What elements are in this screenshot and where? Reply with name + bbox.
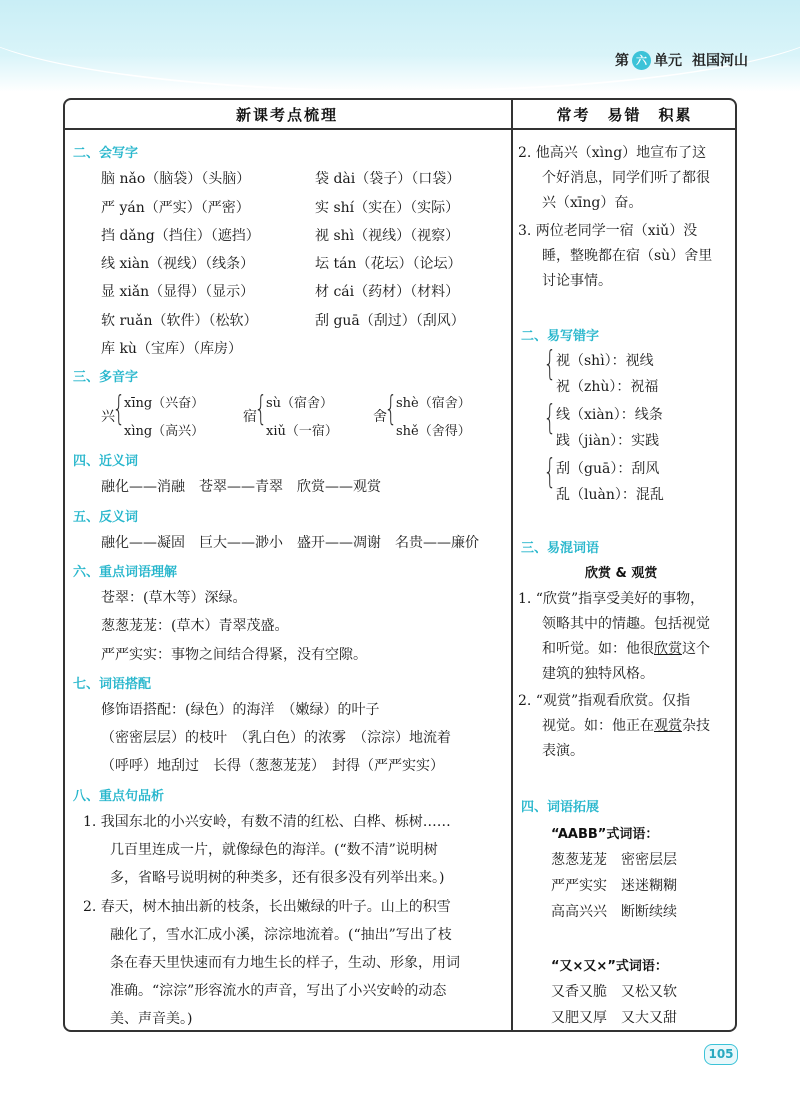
polyphone-example-line: 睡，整晚都在宿（sù）舍里 [542,248,713,264]
left-column-header: 新课考点梳理 [235,106,338,124]
section-polyphone-title: 三、多音字 [73,370,139,385]
brace-icon: { [254,389,268,429]
section-synonyms-title: 四、近义词 [73,454,139,469]
mistake-char-line: 线（xiàn）：线条 [556,407,663,423]
section-sentence-analysis-title: 八、重点句品析 [73,789,165,804]
polyphone-reading: xìng（高兴） [124,424,205,439]
confusing-words-line: 领略其中的情趣。包括视觉 [542,616,710,632]
sentence-line: 多，省略号说明树的种类多，还有很多没有列举出来。) [110,870,445,886]
brace-icon: { [543,344,557,384]
section-collocation-title: 七、词语搭配 [73,677,152,692]
collocation-line: （呼呼）地刮过 长得（葱葱茏茏） 封得（严严实实） [101,758,444,774]
char-row: 线 xiàn（视线）（线条） [101,256,255,272]
section-antonyms-title: 五、反义词 [73,510,139,525]
polyphone-reading: shè（宿舍） [396,396,471,411]
polyphone-reading: xiǔ（一宿） [266,424,338,439]
mistake-char-line: 刮（guā）：刮风 [556,461,660,477]
mistake-char-line: 践（jiàn）：实践 [556,433,660,449]
page-number: 105 [704,1044,738,1065]
mistake-char-line: 视（shì）：视线 [556,353,654,369]
synonyms-text: 融化——消融 苍翠——青翠 欣赏——观赏 [101,479,381,495]
char-row: 挡 dǎng（挡住）（遮挡） [101,228,260,244]
polyphone-char: 舍 [373,409,387,425]
brace-icon: { [543,452,557,492]
aabb-words: 严严实实 迷迷糊糊 [551,878,677,894]
unit-header [615,50,748,70]
char-row: 刮 guā（刮过）（刮风） [315,313,465,329]
char-row: 脑 nǎo（脑袋）（头脑） [101,171,251,187]
char-row: 实 shí（实在）（实际） [315,200,460,216]
polyphone-example-line: 个好消息，同学们听了都很 [542,170,710,186]
section-word-understanding-title: 六、重点词语理解 [73,565,178,580]
confusing-words-line: 视觉。如：他正在观赏杂技 [542,718,710,734]
char-row: 材 cái（药材）（材料） [315,284,460,300]
char-row: 库 kù（宝库）（库房） [101,341,242,357]
underlined-word: 欣赏 [654,641,682,657]
aabb-title: “AABB”式词语： [551,827,659,842]
antonyms-text: 融化——凝固 巨大——渺小 盛开——凋谢 名贵——廉价 [101,535,479,551]
confusing-words-line: 和听觉。如：他很欣赏这个 [542,641,710,657]
polyphone-example-line: 兴（xīng）奋。 [542,195,643,211]
underlined-word: 观赏 [654,718,682,734]
aabb-words: 高高兴兴 断断续续 [551,904,677,920]
mistake-char-line: 祝（zhù）：祝福 [556,379,659,395]
confusing-words-line: 2. “观赏”指观看欣赏。仅指 [518,693,691,709]
polyphone-char: 兴 [101,409,115,425]
confusing-words-line: 表演。 [542,743,584,759]
section-word-expansion-title: 四、词语拓展 [521,800,600,815]
brace-icon: { [543,398,557,438]
collocation-line: 修饰语搭配：(绿色）的海洋 （嫩绿）的叶子 [101,702,380,718]
sentence-line: 1. 我国东北的小兴安岭，有数不清的红松、白桦、栎树…… [83,814,451,830]
brace-icon: { [112,389,126,429]
sentence-line: 2. 春天，树木抽出新的枝条，长出嫩绿的叶子。山上的积雪 [83,899,451,915]
definition-line: 严严实实：事物之间结合得紧，没有空隙。 [101,647,367,663]
collocation-line: （密密层层）的枝叶 （乳白色）的浓雾 （淙淙）地流着 [101,730,451,746]
unit-number-badge: 六 [632,51,651,70]
polyphone-example-line: 2. 他高兴（xìng）地宣布了这 [518,145,707,161]
definition-line: 葱葱茏茏：(草木）青翠茂盛。 [101,618,289,634]
top-banner [0,0,800,92]
char-row: 严 yán（严实）（严密） [101,200,250,216]
mistake-char-line: 乱（luàn）：混乱 [556,487,664,503]
unit-prefix: 第 [615,53,629,69]
char-row: 显 xiǎn（显得）（显示） [101,284,255,300]
polyphone-reading: shě（舍得） [396,424,471,439]
definition-line: 苍翠：(草木等）深绿。 [101,590,247,606]
you-pattern-title: “又×又×”式词语： [551,959,668,974]
char-row: 坛 tán（花坛）（论坛） [315,256,462,272]
sentence-line: 准确。“淙淙”形容流水的声音，写出了小兴安岭的动态 [110,983,447,999]
unit-title: 祖国河山 [692,53,748,69]
sentence-line: 融化了，雪水汇成小溪，淙淙地流着。(“抽出”写出了枝 [110,927,452,943]
polyphone-example-line: 讨论事情。 [542,273,612,289]
section-confusing-words-title: 三、易混词语 [521,541,600,556]
confusing-words-subtitle: 欣赏 & 观赏 [585,566,658,581]
sentence-line: 美、声音美。) [110,1011,193,1027]
section-easy-mistake-chars-title: 二、易写错字 [521,329,600,344]
you-pattern-words: 又香又脆 又松又软 [551,984,677,1000]
right-column-header: 常考 易错 积累 [556,106,693,124]
brace-icon: { [384,389,398,429]
sentence-line: 条在春天里快速而有力地生长的样子，生动、形象，用词 [110,955,460,971]
you-pattern-words: 又肥又厚 又大又甜 [551,1010,677,1026]
section-write-chars-title: 二、会写字 [73,146,139,161]
confusing-words-line: 1. “欣赏”指享受美好的事物， [518,591,705,607]
polyphone-example-line: 3. 两位老同学一宿（xiǔ）没 [518,223,698,239]
confusing-words-line: 建筑的独特风格。 [542,666,654,682]
polyphone-reading: sù（宿舍） [266,396,334,411]
polyphone-reading: xīng（兴奋） [124,396,205,411]
aabb-words: 葱葱茏茏 密密层层 [551,852,677,868]
column-divider [511,98,513,1032]
polyphone-char: 宿 [243,409,257,425]
sentence-line: 几百里连成一片，就像绿色的海洋。(“数不清”说明树 [110,842,438,858]
char-row: 袋 dài（袋子）（口袋） [315,171,461,187]
unit-suffix: 单元 [654,53,682,69]
char-row: 视 shì（视线）（视察） [315,228,460,244]
char-row: 软 ruǎn（软件）（松软） [101,313,258,329]
